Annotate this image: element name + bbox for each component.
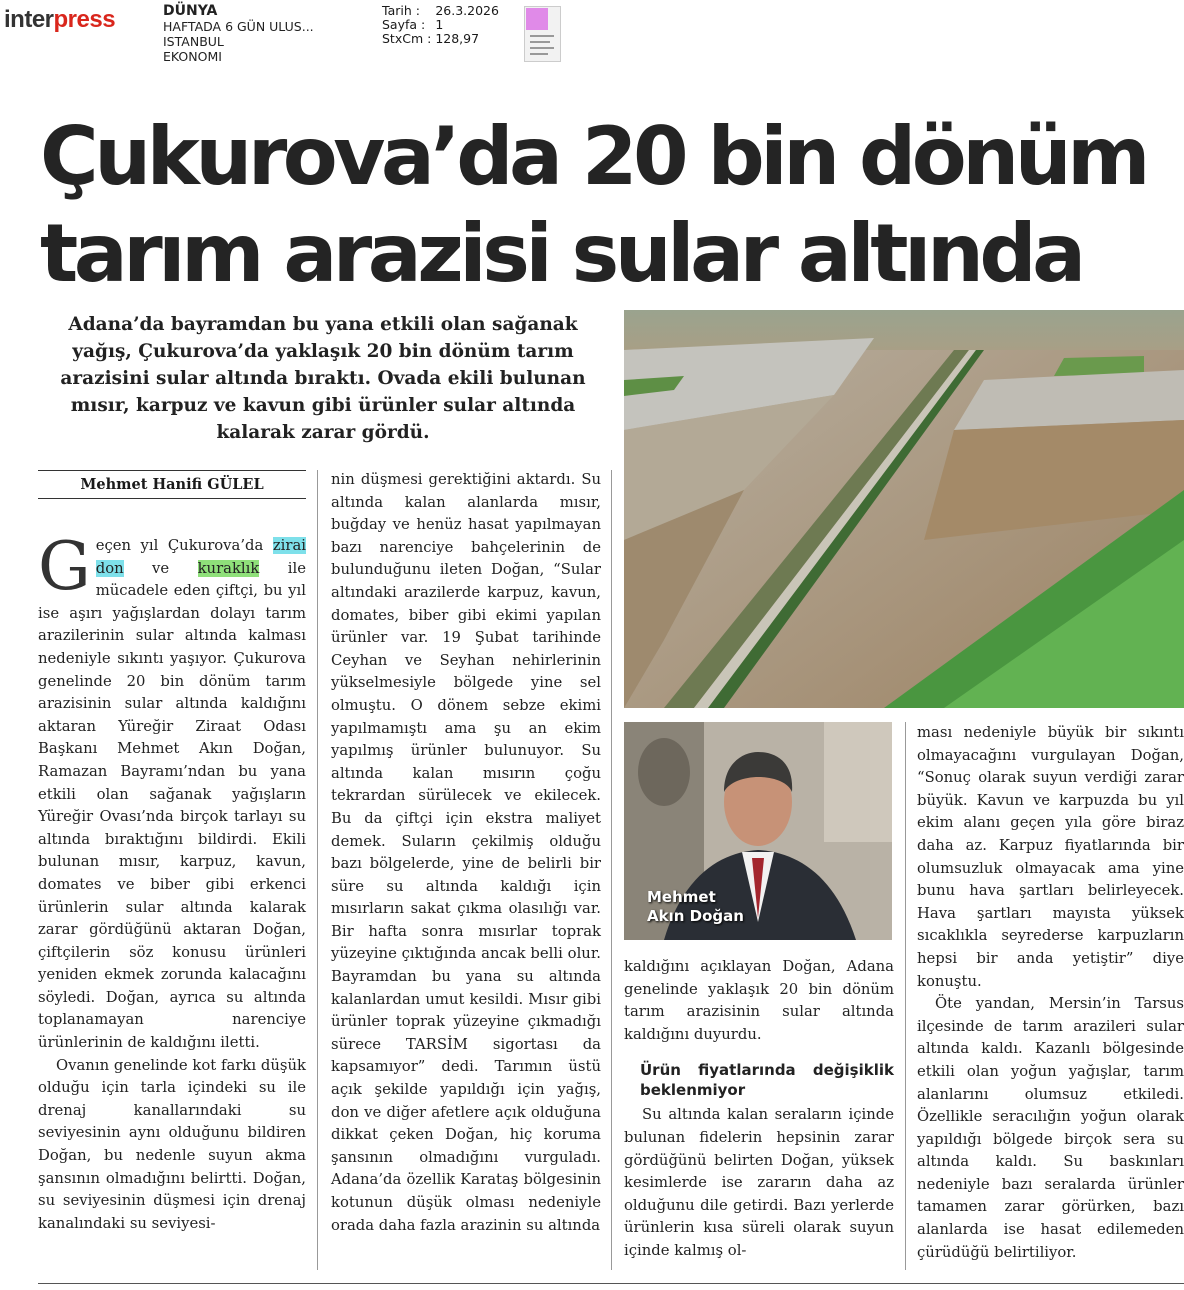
column-divider bbox=[905, 722, 906, 1270]
column-4-paragraph-1: ması nedeniyle büyük bir sıkıntı olmayacağını vurgulayan Doğan, “Sonuç olarak suyun verdiği zarar büyük. Kavun ve karpuzda bu yıl ekim alanı geçen yıla göre biraz daha az. Karpuz fiyatlarında bir olumsuzluk olmayacak ama yine bunu hava şartları belirleyecek. Hava şartları mayısta yüksek sıcaklıkla seyrederse karpuzların hepsi bir anda yetiştir” diye konuştu. bbox=[917, 724, 1184, 990]
thumbnail-highlight bbox=[526, 8, 548, 30]
drop-cap: G bbox=[38, 528, 91, 605]
headline-line-1: Çukurova’da 20 bin dönüm bbox=[40, 110, 1147, 203]
clipping-meta bbox=[382, 4, 503, 46]
headline-line-2: tarım arazisi sular altında bbox=[40, 207, 1082, 300]
lead-paragraph: Adana’da bayramdan bu yana etkili olan sağanak yağış, Çukurova’da yaklaşık 20 bin dönüm tarım arazisini sular altında bıraktı. Ovada ekili bulunan mısır, karpuz ve kavun gibi ürünler sular altında kalarak zarar gördü. bbox=[60, 314, 586, 443]
column-divider bbox=[611, 470, 612, 1270]
page-label: Sayfa : bbox=[382, 17, 426, 32]
date-value: 26.3.2026 bbox=[435, 3, 499, 18]
flooded-fields-photo bbox=[624, 310, 1184, 708]
bottom-rule bbox=[38, 1283, 1184, 1284]
column-4-paragraph-2: Öte yandan, Mersin’in Tarsus ilçesinde de tarım arazileri sular altında kaldı. Kazanlı bölgesinde etkili olan yoğun yağışlar, tarım alanlarını olumsuz etkiledi. Özellikle seracılığın yoğun olarak yapıldığı bölgede birçok sera su altında kaldı. Su baskınları nedeniyle bazı seralarda ürünler tamamen zarar görürken, bazı alanlarda ise hasat edilemeden çürüdüğü belirtiliyor. bbox=[917, 995, 1184, 1261]
highlight-keyword: zirai bbox=[272, 537, 306, 554]
column-3-paragraph-2: Su altında kalan seraların içinde bulunan fidelerin hepsinin zarar gördüğünü belirten Doğan, yüksek kesimlerde ise zararın daha az olduğunu dile getirdi. Bazı yerlerde ürünlerin kısa süreli olarak suyun içinde kalmış ol- bbox=[624, 1106, 894, 1259]
photo-caption: Mehmet Akın Doğan bbox=[647, 888, 744, 925]
article-column-1 bbox=[38, 528, 306, 1235]
column-3-paragraph-1: kaldığını açıklayan Doğan, Adana genelinde yaklaşık 20 bin dönüm tarım arazisinin sular altında kaldığını duyurdu. bbox=[624, 958, 894, 1043]
article-column-2 bbox=[331, 469, 601, 1237]
date-label: Tarih : bbox=[382, 3, 420, 18]
publication-city: ISTANBUL bbox=[163, 34, 224, 49]
highlight-keyword: kuraklık bbox=[197, 559, 260, 577]
article-column-4 bbox=[917, 722, 1184, 1264]
headline bbox=[40, 108, 1184, 302]
publication-section: EKONOMI bbox=[163, 49, 222, 64]
column-divider bbox=[317, 470, 318, 1270]
publication-frequency: HAFTADA 6 GÜN ULUS... bbox=[163, 19, 314, 34]
byline: Mehmet Hanifi GÜLEL bbox=[38, 470, 306, 499]
subheading: Ürün fiyatlarında değişiklik beklenmiyor bbox=[640, 1061, 894, 1100]
highlight-keyword: don bbox=[95, 559, 124, 577]
stxcm-label: StxCm : bbox=[382, 31, 432, 46]
page-thumbnail[interactable] bbox=[524, 6, 561, 62]
publication-info bbox=[163, 4, 314, 64]
page-value: 1 bbox=[435, 17, 444, 32]
column-1-paragraph-2: Ovanın genelinde kot farkı düşük olduğu için tarla içindeki su ile drenaj kanallarındaki su seviyesinin aynı olduğunu bildiren Doğan, bu nedenle suyun akma şansının olmadığını belirtti. Doğan, su seviyesinin düşmesi için drenaj kanalındaki su seviyesi- bbox=[38, 1056, 306, 1232]
publication-name: DÜNYA bbox=[163, 3, 218, 19]
stxcm-value: 128,97 bbox=[435, 31, 480, 46]
column-1-paragraph-1: Geçen yıl Çukurova’da zirai don ve kuraklık ile mücadele eden çiftçi, bu yıl ise aşırı yağışlardan dolayı tarım arazilerinin sular altında kalması nedeniyle sıkıntı yaşıyor. Çukurova genelinde 20 bin dönüm tarım arazisinin sular altında kaldığını aktaran Yüreğir Ziraat Odası Başkanı Mehmet Akın Doğan, Ramazan Bayramı’ndan bu yana etkili olan sağanak yağışların Yüreğir Ovası’nda birçok tarlayı su altında bıraktığını bildirdi. Ekili bulunan mısır, karpuz, kavun, domates ve biber gibi erkenci ürünlerin sular altında kalarak zarar gördüğünü aktaran Doğan, çiftçilerin söz konusu ürünleri yeniden ekmek zorunda kalacağını söyledi. Doğan, ayrıca su altında toplanamayan narenciye ürünlerinin de kaldığını iletti. bbox=[38, 528, 306, 1052]
article-column-3 bbox=[624, 956, 894, 1263]
interpress-logo: interpress bbox=[4, 6, 116, 33]
column-2-paragraph-1: nin düşmesi gerektiğini aktardı. Su altında kalan alanlarda mısır, buğday ve henüz hasat yapılmayan bazı narenciye bahçelerinin de bulunduğunu ileten Doğan, “Sular altındaki arazilerde karpuz, kavun, domates, biber gibi ekimi yapılan ürünler var. 19 Şubat tarihinde Ceyhan ve Seyhan nehirlerinin yükselmesiyle bölgede yine sel olmuştu. O dönem sebze ekimi yapılmamıştı ama şu an ekim yapılmış ürünler bulunuyor. Su altında kalan mısırın çoğu tekrardan sürülecek ve ekilecek. Bu da çiftçi için ekstra maliyet demek. Suların çekilmiş olduğu bazı bölgelerde, yine de belirli bir süre su altında kaldığı için mısırların sakat çıkma olasılığı var. Bir hafta sonra mısırlar toprak yüzeyine çıktığında ancak belli olur. Bayramdan bu yana su altında kalanlardan umut kesildi. Mısır gibi ürünler toprak yüzeyine çıkmadığı sürece TARSİM sigortası da kapsamıyor” dedi. Tarımın üstü açık şekilde yapıldığı için yağış, don ve diğer afetlere açık olduğuna dikkat çeken Doğan, hiç koruma şansının olmadığını vurguladı. Adana’da özellik Karataş bölgesinin kotunun düşük olması nedeniyle orada daha fazla arazinin su altında bbox=[331, 471, 601, 1234]
